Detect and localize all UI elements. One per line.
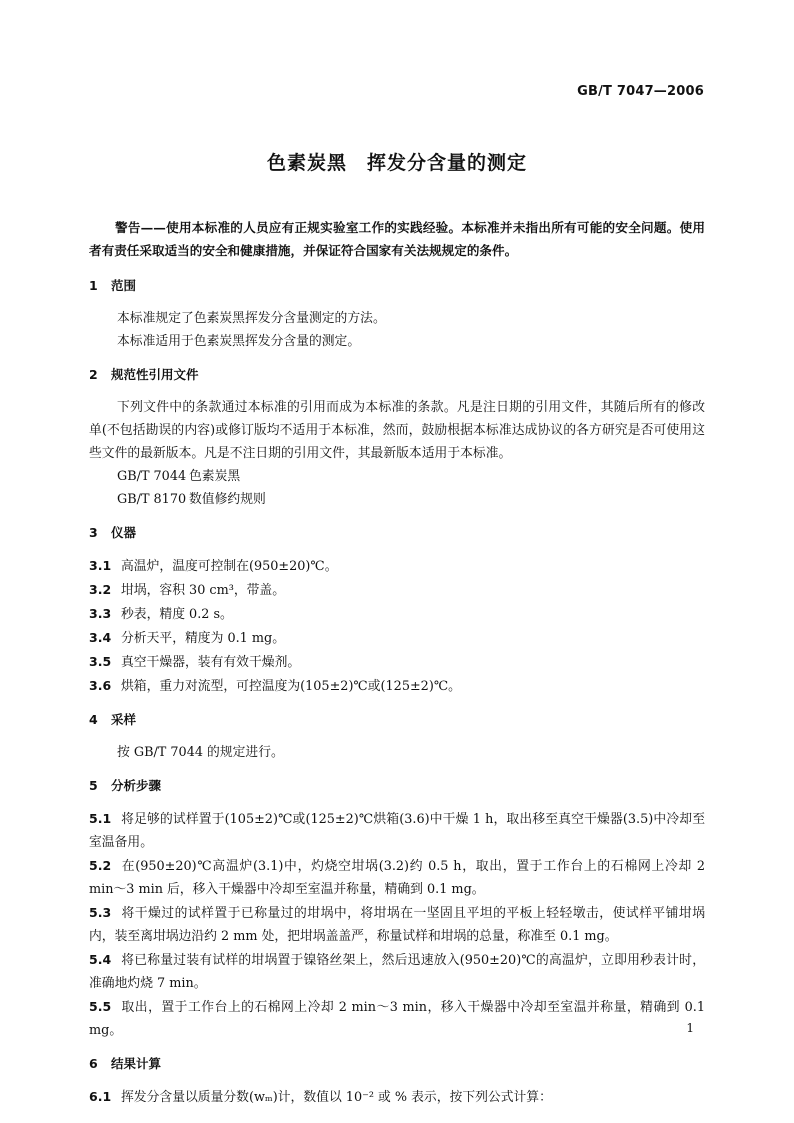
warning-paragraph: 警告——使用本标准的人员应有正规实验室工作的实践经验。本标准并未指出所有可能的安全问题。使用者有责任采取适当的安全和健康措施，并保证符合国家有关法规规定的条件。 — [89, 220, 705, 258]
reference-item: GB/T 7044 色素炭黑 — [117, 469, 241, 484]
page-number: 1 — [686, 1021, 694, 1035]
scope-paragraph-1: 本标准规定了色素炭黑挥发分含量测定的方法。 — [117, 311, 386, 326]
calculation-item: 6.1 挥发分含量以质量分数(wₘ)计，数值以 10⁻² 或 % 表示，按下列公式计算： — [89, 1089, 552, 1105]
apparatus-item: 3.1 高温炉，温度可控制在(950±20)℃。 — [89, 558, 338, 574]
apparatus-item: 3.5 真空干燥器，装有有效干燥剂。 — [89, 654, 301, 670]
procedure-item: 5.5 取出，置于工作台上的石棉网上冷却 2 min～3 min，移入干燥器中冷却至室温并称量，精确到 0.1 mg。 — [89, 999, 705, 1038]
reference-item: GB/T 8170 数值修约规则 — [117, 492, 266, 507]
section-heading-apparatus: 3 仪器 — [89, 525, 137, 540]
section-heading-references: 2 规范性引用文件 — [89, 367, 199, 382]
procedure-item: 5.3 将干燥过的试样置于已称量过的坩埚中，将坩埚在一坚固且平坦的平板上轻轻墩击，使试样平铺坩埚内，装至离坩埚边沿约 2 mm 处，把坩埚盖盖严，称量试样和坩埚的总量，称准至 0.1 mg。 — [89, 905, 705, 944]
procedure-item: 5.4 将已称量过装有试样的坩埚置于镍铬丝架上，然后迅速放入(950±20)℃的高温炉，立即用秒表计时，准确地灼烧 7 min。 — [89, 952, 705, 991]
section-heading-calculation: 6 结果计算 — [89, 1056, 162, 1071]
sampling-paragraph: 按 GB/T 7044 的规定进行。 — [117, 745, 284, 760]
scope-paragraph-2: 本标准适用于色素炭黑挥发分含量的测定。 — [117, 334, 361, 349]
document-body — [89, 216, 705, 1109]
section-heading-scope: 1 范围 — [89, 278, 137, 293]
references-paragraph: 下列文件中的条款通过本标准的引用而成为本标准的条款。凡是注日期的引用文件，其随后所有的修改单(不包括勘误的内容)或修订版均不适用于本标准，然而，鼓励根据本标准达成协议的各方研究是否可使用这些文件的最新版本。凡是不注日期的引用文件，其最新版本适用于本标准。 — [89, 400, 705, 461]
section-heading-procedure: 5 分析步骤 — [89, 778, 162, 793]
apparatus-item: 3.4 分析天平，精度为 0.1 mg。 — [89, 630, 285, 646]
apparatus-item: 3.3 秒表，精度 0.2 s。 — [89, 606, 233, 622]
apparatus-item: 3.6 烘箱，重力对流型，可控温度为(105±2)℃或(125±2)℃。 — [89, 678, 461, 694]
procedure-item: 5.1 将足够的试样置于(105±2)℃或(125±2)℃烘箱(3.6)中干燥 1 h，取出移至真空干燥器(3.5)中冷却至室温备用。 — [89, 811, 705, 850]
page-title: 色素炭黑 挥发分含量的测定 — [266, 152, 527, 174]
standard-number: GB/T 7047—2006 — [577, 84, 704, 99]
section-heading-sampling: 4 采样 — [89, 712, 137, 727]
procedure-item: 5.2 在(950±20)℃高温炉(3.1)中，灼烧空坩埚(3.2)约 0.5 h，取出，置于工作台上的石棉网上冷却 2 min～3 min 后，移入干燥器中冷却至室温并称量，精确到 0.1 mg。 — [89, 858, 705, 897]
apparatus-item: 3.2 坩埚，容积 30 cm³，带盖。 — [89, 582, 286, 598]
